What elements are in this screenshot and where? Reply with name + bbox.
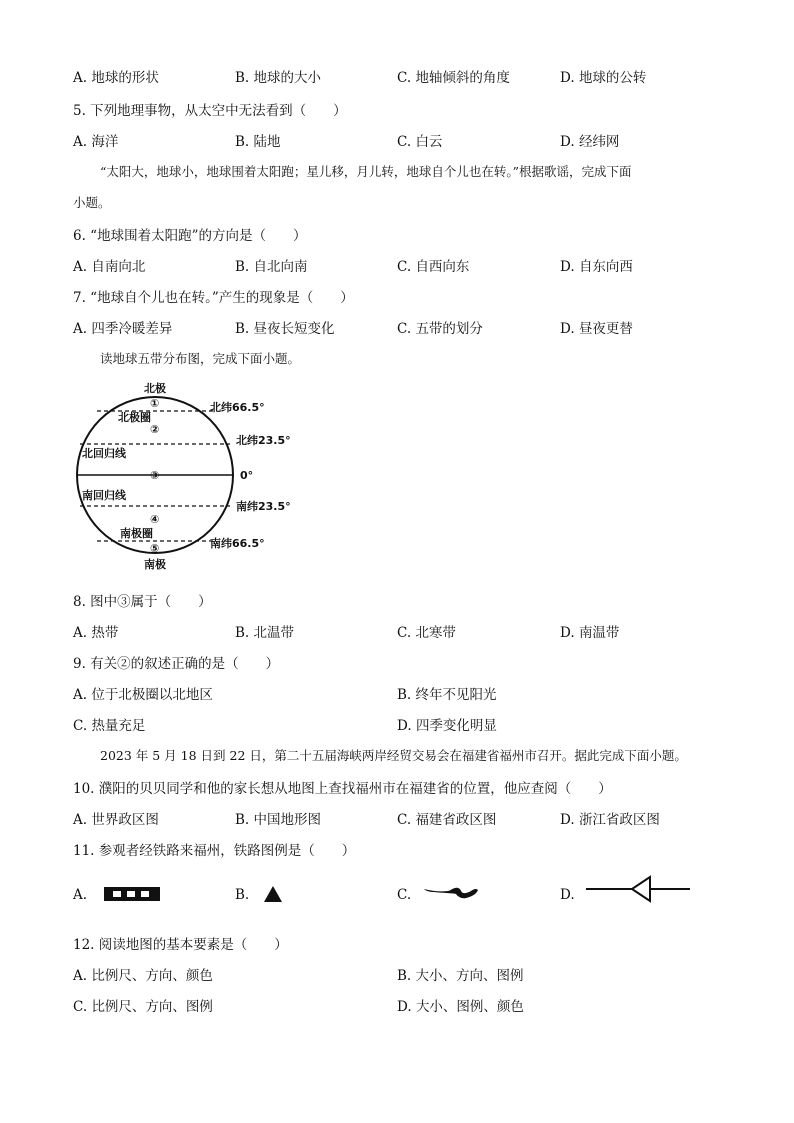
lat-s235-label: 南纬23.5° [236, 500, 291, 513]
q11-option-a[interactable]: A. [73, 887, 87, 903]
q9-option-b[interactable]: B. 终年不见阳光 [397, 687, 497, 703]
zone-5-label: ⑤ [150, 542, 160, 555]
zone-1-label: ① [150, 397, 160, 410]
q5-option-c[interactable]: C. 白云 [397, 134, 443, 150]
q11-stem: 11. 参观者经铁路来福州，铁路图例是（ ） [73, 843, 356, 859]
q8-option-a[interactable]: A. 热带 [73, 625, 119, 641]
q7-option-a[interactable]: A. 四季冷暖差异 [73, 321, 173, 337]
q6-option-a[interactable]: A. 自南向北 [73, 259, 146, 275]
south-pole-label: 南极 [144, 558, 166, 571]
q9-stem: 9. 有关②的叙述正确的是（ ） [73, 656, 280, 672]
q4-option-c[interactable]: C. 地轴倾斜的角度 [397, 70, 510, 86]
q10-option-d[interactable]: D. 浙江省政区图 [560, 812, 660, 828]
arrow-flag-icon [586, 874, 690, 904]
q11-option-c[interactable]: C. [397, 887, 411, 903]
tropic-cancer-label: 北回归线 [82, 447, 126, 460]
five-zones-diagram [60, 375, 320, 575]
q8-option-d[interactable]: D. 南温带 [560, 625, 620, 641]
passage-song-line2: 小题。 [73, 195, 111, 210]
zone-4-label: ④ [150, 513, 160, 526]
q8-option-c[interactable]: C. 北寒带 [397, 625, 456, 641]
q8-stem: 8. 图中③属于（ ） [73, 594, 212, 610]
q9-option-c[interactable]: C. 热量充足 [73, 718, 146, 734]
q11-option-d[interactable]: D. [560, 887, 575, 903]
q7-option-b[interactable]: B. 昼夜长短变化 [235, 321, 335, 337]
q7-stem: 7. “地球自个儿也在转。”产生的现象是（ ） [73, 290, 354, 306]
triangle-peak-icon [263, 884, 283, 904]
lat-n235-label: 北纬23.5° [236, 434, 291, 447]
tropic-capricorn-label: 南回归线 [82, 489, 126, 502]
q5-option-b[interactable]: B. 陆地 [235, 134, 281, 150]
q7-option-c[interactable]: C. 五带的划分 [397, 321, 483, 337]
q7-option-d[interactable]: D. 昼夜更替 [560, 321, 633, 337]
q12-option-d[interactable]: D. 大小、图例、颜色 [397, 999, 524, 1015]
q10-option-a[interactable]: A. 世界政区图 [73, 812, 159, 828]
q9-option-a[interactable]: A. 位于北极圈以北地区 [73, 687, 213, 703]
railway-symbol-icon [103, 886, 161, 902]
river-symbol-icon [422, 881, 480, 903]
q10-stem: 10. 濮阳的贝贝同学和他的家长想从地图上查找福州市在福建省的位置，他应查阅（ ） [73, 781, 612, 797]
zone-2-label: ② [150, 423, 160, 436]
q11-option-b[interactable]: B. [235, 887, 249, 903]
antarctic-circle-label: 南极圈 [120, 527, 153, 540]
q4-option-a[interactable]: A. 地球的形状 [73, 70, 159, 86]
q5-option-d[interactable]: D. 经纬网 [560, 134, 620, 150]
q8-option-b[interactable]: B. 北温带 [235, 625, 295, 641]
q6-option-d[interactable]: D. 自东向西 [560, 259, 633, 275]
q6-option-b[interactable]: B. 自北向南 [235, 259, 308, 275]
lat-s665-label: 南纬66.5° [210, 537, 265, 550]
q12-option-b[interactable]: B. 大小、方向、图例 [397, 968, 524, 984]
q10-option-c[interactable]: C. 福建省政区图 [397, 812, 497, 828]
q6-stem: 6. “地球围着太阳跑”的方向是（ ） [73, 228, 307, 244]
passage-expo: 2023 年 5 月 18 日到 22 日，第二十五届海峡两岸经贸交易会在福建省福州市召开。据此完成下面小题。 [100, 748, 687, 763]
q12-stem: 12. 阅读地图的基本要素是（ ） [73, 937, 288, 953]
q4-option-b[interactable]: B. 地球的大小 [235, 70, 322, 86]
q9-option-d[interactable]: D. 四季变化明显 [397, 718, 497, 734]
q4-option-d[interactable]: D. 地球的公转 [560, 70, 647, 86]
q5-stem: 5. 下列地理事物，从太空中无法看到（ ） [73, 103, 347, 119]
arctic-circle-label: 北极圈 [118, 411, 151, 424]
q5-option-a[interactable]: A. 海洋 [73, 134, 119, 150]
passage-five-zones: 读地球五带分布图，完成下面小题。 [100, 351, 301, 366]
q10-option-b[interactable]: B. 中国地形图 [235, 812, 322, 828]
north-pole-label: 北极 [144, 382, 166, 395]
q12-option-a[interactable]: A. 比例尺、方向、颜色 [73, 968, 213, 984]
passage-song-line1: “太阳大，地球小，地球围着太阳跑；星儿移，月儿转，地球自个儿也在转。”根据歌谣，完成下面 [100, 164, 632, 179]
q6-option-c[interactable]: C. 自西向东 [397, 259, 470, 275]
lat-n665-label: 北纬66.5° [210, 401, 265, 414]
q12-option-c[interactable]: C. 比例尺、方向、图例 [73, 999, 213, 1015]
zone-3-label: ③ [150, 469, 160, 482]
lat-0-label: 0° [240, 469, 254, 482]
